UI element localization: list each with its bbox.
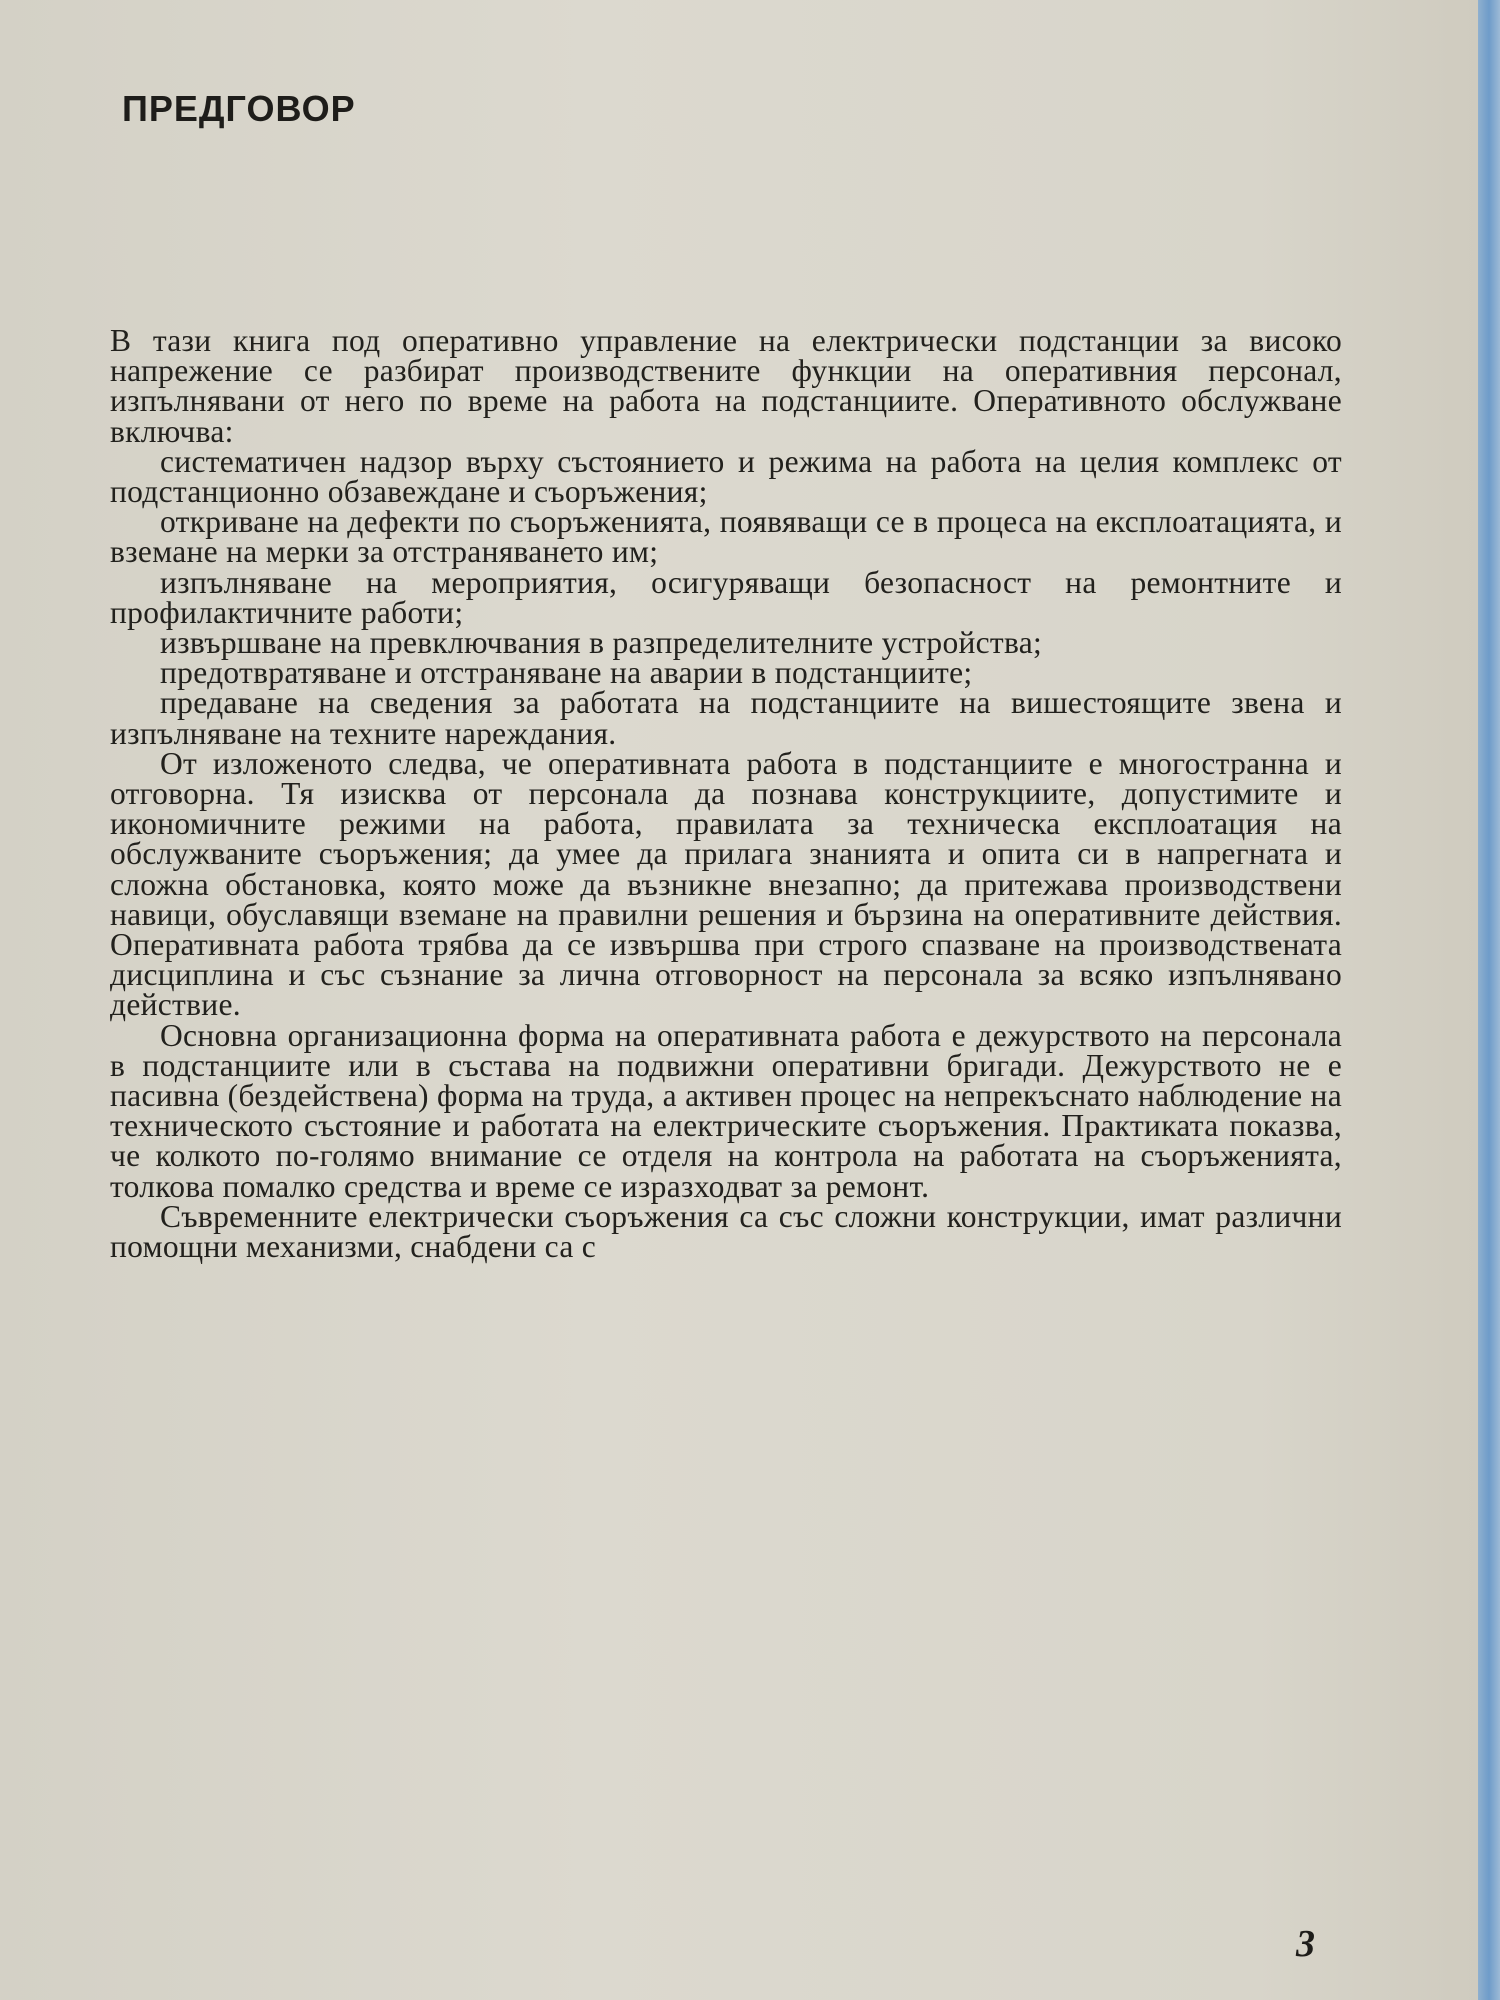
intro-paragraph: В тази книга под оперативно управление на електрически подстанции за високо напрежение се разбират производствените функции на оперативния персонал, изпълнявани от него по време на работа на подстанциите. Оперативното обслужване включва: [110,323,1342,449]
duty-item: извършване на превключвания в разпределителните устройства; [160,625,1043,661]
duty-item: систематичен надзор върху състоянието и режима на работа на целия комплекс от подстанционно обзавеждане и съоръжения; [110,443,1342,510]
duty-item: откриване на дефекти по съоръженията, появяващи се в процеса на експлоатацията, и вземане на мерки за отстраняването им; [110,504,1342,570]
page-heading: ПРЕДГОВОР [122,88,356,129]
duty-item: предаване на сведения за работата на подстанциите на вишестоящите звена и изпълняване на техните нареждания. [110,685,1342,751]
body-text [110,323,1342,1265]
page-number: 3 [1296,1923,1315,1965]
duties-list [110,443,1342,751]
book-edge [1478,0,1500,2000]
duty-item: предотвратяване и отстраняване на аварии в подстанциите; [160,655,973,691]
body-paragraph: Съвременните електрически съоръжения са със сложни конструкции, имат различни помощни механизми, снабдени са с [110,1198,1342,1265]
body-paragraph: От изложеното следва, че оперативната работа в подстанциите е многостранна и отговорна. Тя изисква от персонала да познава конструкциите, допустимите и икономичните режими на работа, правилата за техническа експлоатация на обслужваните съоръжения; да умее да прилага знанията и опита си в напрегната и сложна обстановка, която може да възникне внезапно; да притежава производствени навици, обуславящи вземане на правилни решения и бързина на оперативните действия. Оперативната работа трябва да се извършва при строго спазване на производствената дисциплина и със съзнание за лична отговорност на персонала за всяко изпълнявано действие. [110,745,1342,1023]
body-paragraph: Основна организационна форма на оперативната работа е дежурството на персонала в подстанциите или в състава на подвижни оперативни бригади. Дежурството не е пасивна (бездействена) форма на труда, а активен процес на непрекъснато наблюдение на техническото състояние и работата на електрическите съоръжения. Практиката показва, че колкото по-голямо внимание се отделя на контрола на работата на съоръженията, толкова помалко средства и време се изразходват за ремонт. [110,1017,1342,1204]
duty-item: изпълняване на мероприятия, осигуряващи безопасност на ремонтните и профилактичните работи; [110,564,1342,630]
